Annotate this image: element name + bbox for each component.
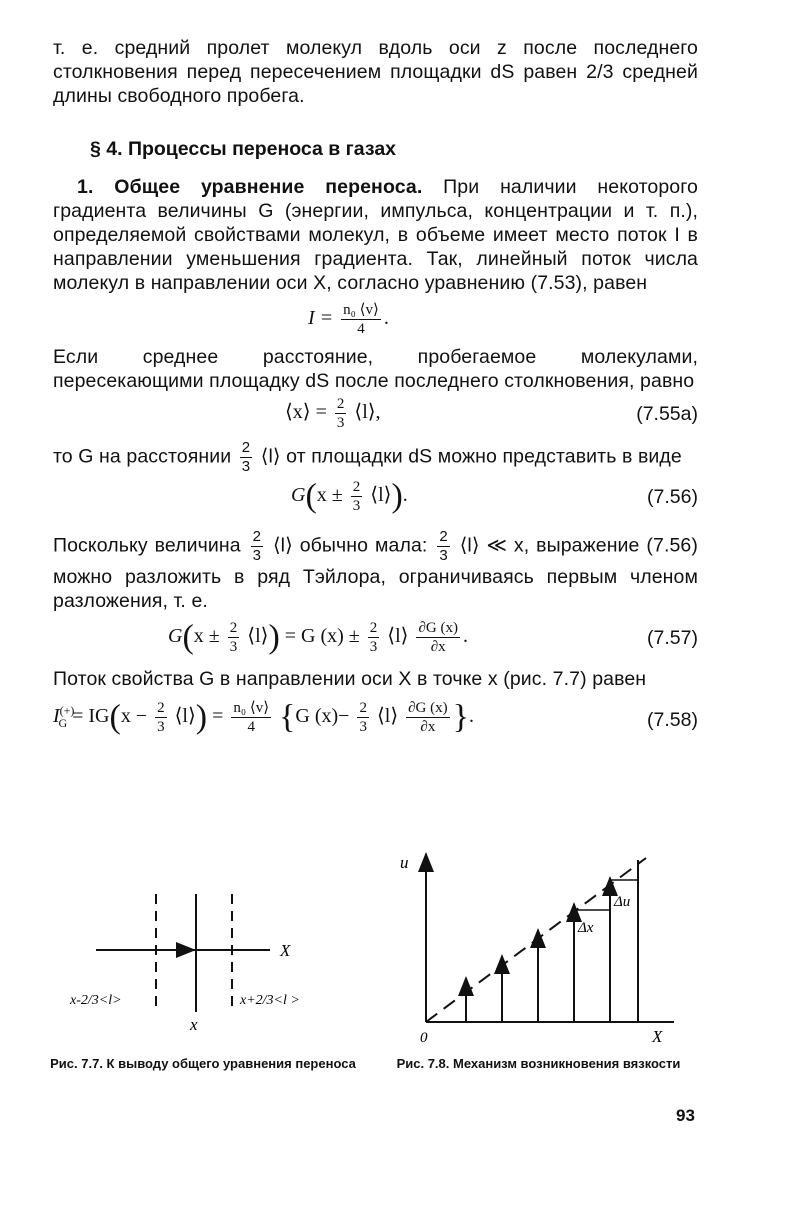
fraction: $\frac{\text{n₀ ⟨v⟩}}{4}$ — [343, 302, 379, 337]
delta-u-label: Δu — [614, 894, 631, 910]
fraction: $\frac{2}{3}$ — [229, 620, 238, 655]
equation-number: (7.55a) — [636, 403, 698, 425]
figures — [48, 846, 748, 1096]
fraction: $\frac{2}{3}$ — [359, 700, 367, 735]
equation-number: (7.57) — [647, 627, 698, 649]
fig78-x-label: X — [652, 1027, 663, 1046]
paragraph-general-transport — [53, 175, 698, 295]
fraction: $\frac{2}{3}$ — [252, 528, 262, 564]
equation-number: (7.58) — [647, 709, 698, 731]
intro-paragraph: т. е. средний пролет молекул вдоль оси z после последнего столкновения перед пересечением площадки dS равен 2/3 средней длины свободного пробега. — [53, 37, 698, 107]
caption-fig-7-7: Рис. 7.7. К выводу общего уравнения переноса — [50, 1056, 356, 1071]
figure-7-8-drawing — [400, 853, 674, 1046]
fig78-origin-label: 0 — [420, 1030, 428, 1046]
equation-flux: I = $\frac{\text{n₀ ⟨v⟩}}{4}$ . — [308, 302, 389, 337]
fraction: $\frac{2}{3}$ — [241, 439, 251, 475]
fig77-right-label: x+2/3<l > — [240, 993, 300, 1008]
paragraph-distance: то G на расстоянии $\frac{2}{3}$ ⟨l⟩ от площадки dS можно представить в виде — [53, 439, 682, 475]
delta-x-label: Δx — [578, 920, 594, 936]
fraction: $\frac{\text{n₀ ⟨v⟩}}{4}$ — [233, 700, 270, 735]
figure-7-7-drawing — [69, 894, 300, 1034]
equation-number: (7.56) — [647, 486, 698, 508]
section-title: § 4. Процессы переноса в газах — [90, 138, 397, 160]
page-number: 93 — [676, 1106, 695, 1125]
fraction: $\frac{2}{3}$ — [157, 700, 165, 735]
fraction: $\frac{2}{3}$ — [336, 396, 345, 431]
paragraph-taylor: Поскольку величина $\frac{2}{3}$ ⟨l⟩ обычно мала: $\frac{2}{3}$ ⟨l⟩ ≪ x, выражение (7.56) можно разложить в ряд Тэйлора, ограничиваясь первым членом разложения, т. е. — [53, 528, 698, 612]
page-content — [53, 36, 698, 749]
fig77-axis-x-label: X — [280, 941, 291, 960]
paragraph-mean-distance: Если среднее расстояние, пробегаемое молекулами, пересекающими площадку dS после последнего столкновения, равно — [53, 346, 698, 392]
equation-7-58: $I^{(+)}_G = IG(x$ − $\frac{2}{3}$ ⟨l⟩) = $\frac{\text{n₀ ⟨v⟩}}{4}$ {G (x)− $\frac{2}{3}$ ⟨l⟩ $\frac{\partial G (x)}{\partial x}$ }. (7.58) — [53, 698, 698, 736]
equation-7-55a: ⟨x⟩ = $\frac{2}{3}$ ⟨l⟩, (7.55a) — [285, 396, 698, 431]
paragraph-lead: 1. Общее уравнение переноса. — [77, 176, 423, 198]
fraction: $\frac{2}{3}$ — [369, 620, 378, 655]
equation-7-56: G(x ± $\frac{2}{3}$ ⟨l⟩). (7.56) — [291, 477, 698, 515]
paragraph-text: При наличии некоторого градиента величины G (энергии, импульса, концентрации и т. п.), определяемой свойствами молекул, в объеме имеет место поток I в направлении уменьшения градиента. Так, линейный поток числа молекул в направлении оси X, согласно уравнению (7.53), равен — [53, 176, 698, 294]
fraction: $\frac{2}{3}$ — [352, 479, 361, 514]
figure-drawings — [48, 846, 748, 1046]
paragraph-property-flux: Поток свойства G в направлении оси X в точке x (рис. 7.7) равен — [53, 668, 647, 690]
equation-7-57: G(x ± $\frac{2}{3}$ ⟨l⟩) = G (x) ± $\frac{2}{3}$ ⟨l⟩ $\frac{\partial G (x)}{\partial x}$ . (7.57) — [168, 618, 698, 656]
fig78-u-label: u — [400, 853, 409, 872]
fig77-left-label: x-2/3<l> — [70, 993, 122, 1008]
fraction: $\frac{2}{3}$ — [439, 528, 448, 564]
fig77-x-label: x — [190, 1015, 198, 1034]
velocity-profile-line — [426, 858, 646, 1022]
derivative-fraction: $\frac{\partial G (x)}{\partial x}$ — [408, 700, 448, 735]
eq-lhs: I = — [308, 307, 334, 330]
derivative-fraction: $\frac{\partial G (x)}{\partial x}$ — [418, 620, 458, 655]
caption-fig-7-8: Рис. 7.8. Механизм возникновения вязкости — [396, 1056, 681, 1071]
